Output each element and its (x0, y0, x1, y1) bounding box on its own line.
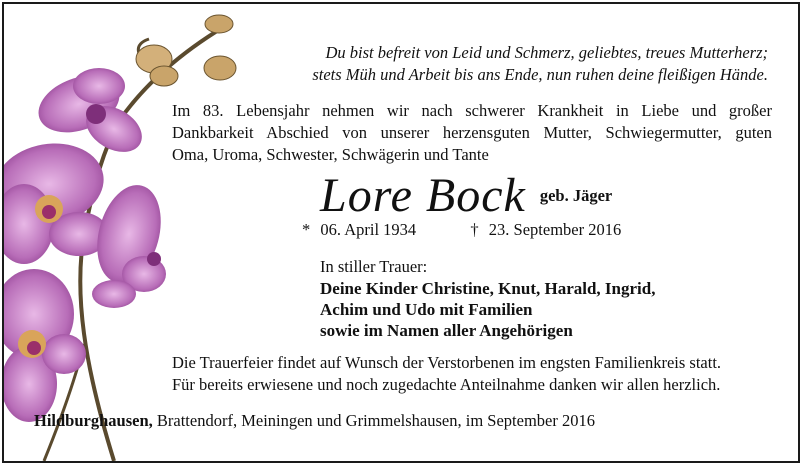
place-and-date (34, 411, 595, 431)
mourners-line-2: Achim und Udo mit Familien (320, 300, 533, 319)
death-symbol: † (470, 220, 479, 239)
life-dates (302, 220, 627, 240)
motto-verse (208, 42, 768, 86)
deceased-name: Lore Bock (320, 169, 526, 222)
place-main: Hildburghausen, (34, 411, 153, 430)
motto-line-1: Du bist befreit von Leid und Schmerz, geliebtes, treues Mutterherz; (325, 43, 768, 62)
intro-text (172, 100, 772, 166)
intro-line-2: Dankbarkeit Abschied von unserer herzensguten Mutter, Schwiegermutter, guten (172, 123, 772, 142)
birth-symbol: * (302, 220, 311, 239)
obituary-notice (2, 2, 800, 463)
maiden-name: geb. Jäger (539, 186, 613, 205)
intro-line-1: Im 83. Lebensjahr nehmen wir nach schwerer Krankheit in Liebe und großer (172, 101, 772, 120)
closing-text (172, 352, 772, 396)
intro-line-3: Oma, Uroma, Schwester, Schwägerin und Tante (172, 145, 489, 164)
mourning-label: In stiller Trauer: (320, 257, 428, 276)
mourners-line-3: sowie im Namen aller Angehörigen (320, 321, 573, 340)
place-rest: Brattendorf, Meiningen und Grimmelshausen, im September 2016 (152, 411, 595, 430)
mourners-list (320, 278, 655, 341)
closing-line-2: Für bereits erwiesene und noch zugedachte Anteilnahme danken wir allen herzlich. (172, 375, 721, 394)
closing-line-1: Die Trauerfeier findet auf Wunsch der Verstorbenen im engsten Familienkreis statt. (172, 353, 722, 372)
mourners-line-1: Deine Kinder Christine, Knut, Harald, Ingrid, (320, 279, 656, 298)
deceased-name-row (320, 170, 612, 222)
birth-date: 06. April 1934 (320, 220, 417, 239)
motto-line-2: stets Müh und Arbeit bis ans Ende, nun ruhen deine fleißigen Hände. (312, 65, 768, 84)
death-date: 23. September 2016 (488, 220, 622, 239)
